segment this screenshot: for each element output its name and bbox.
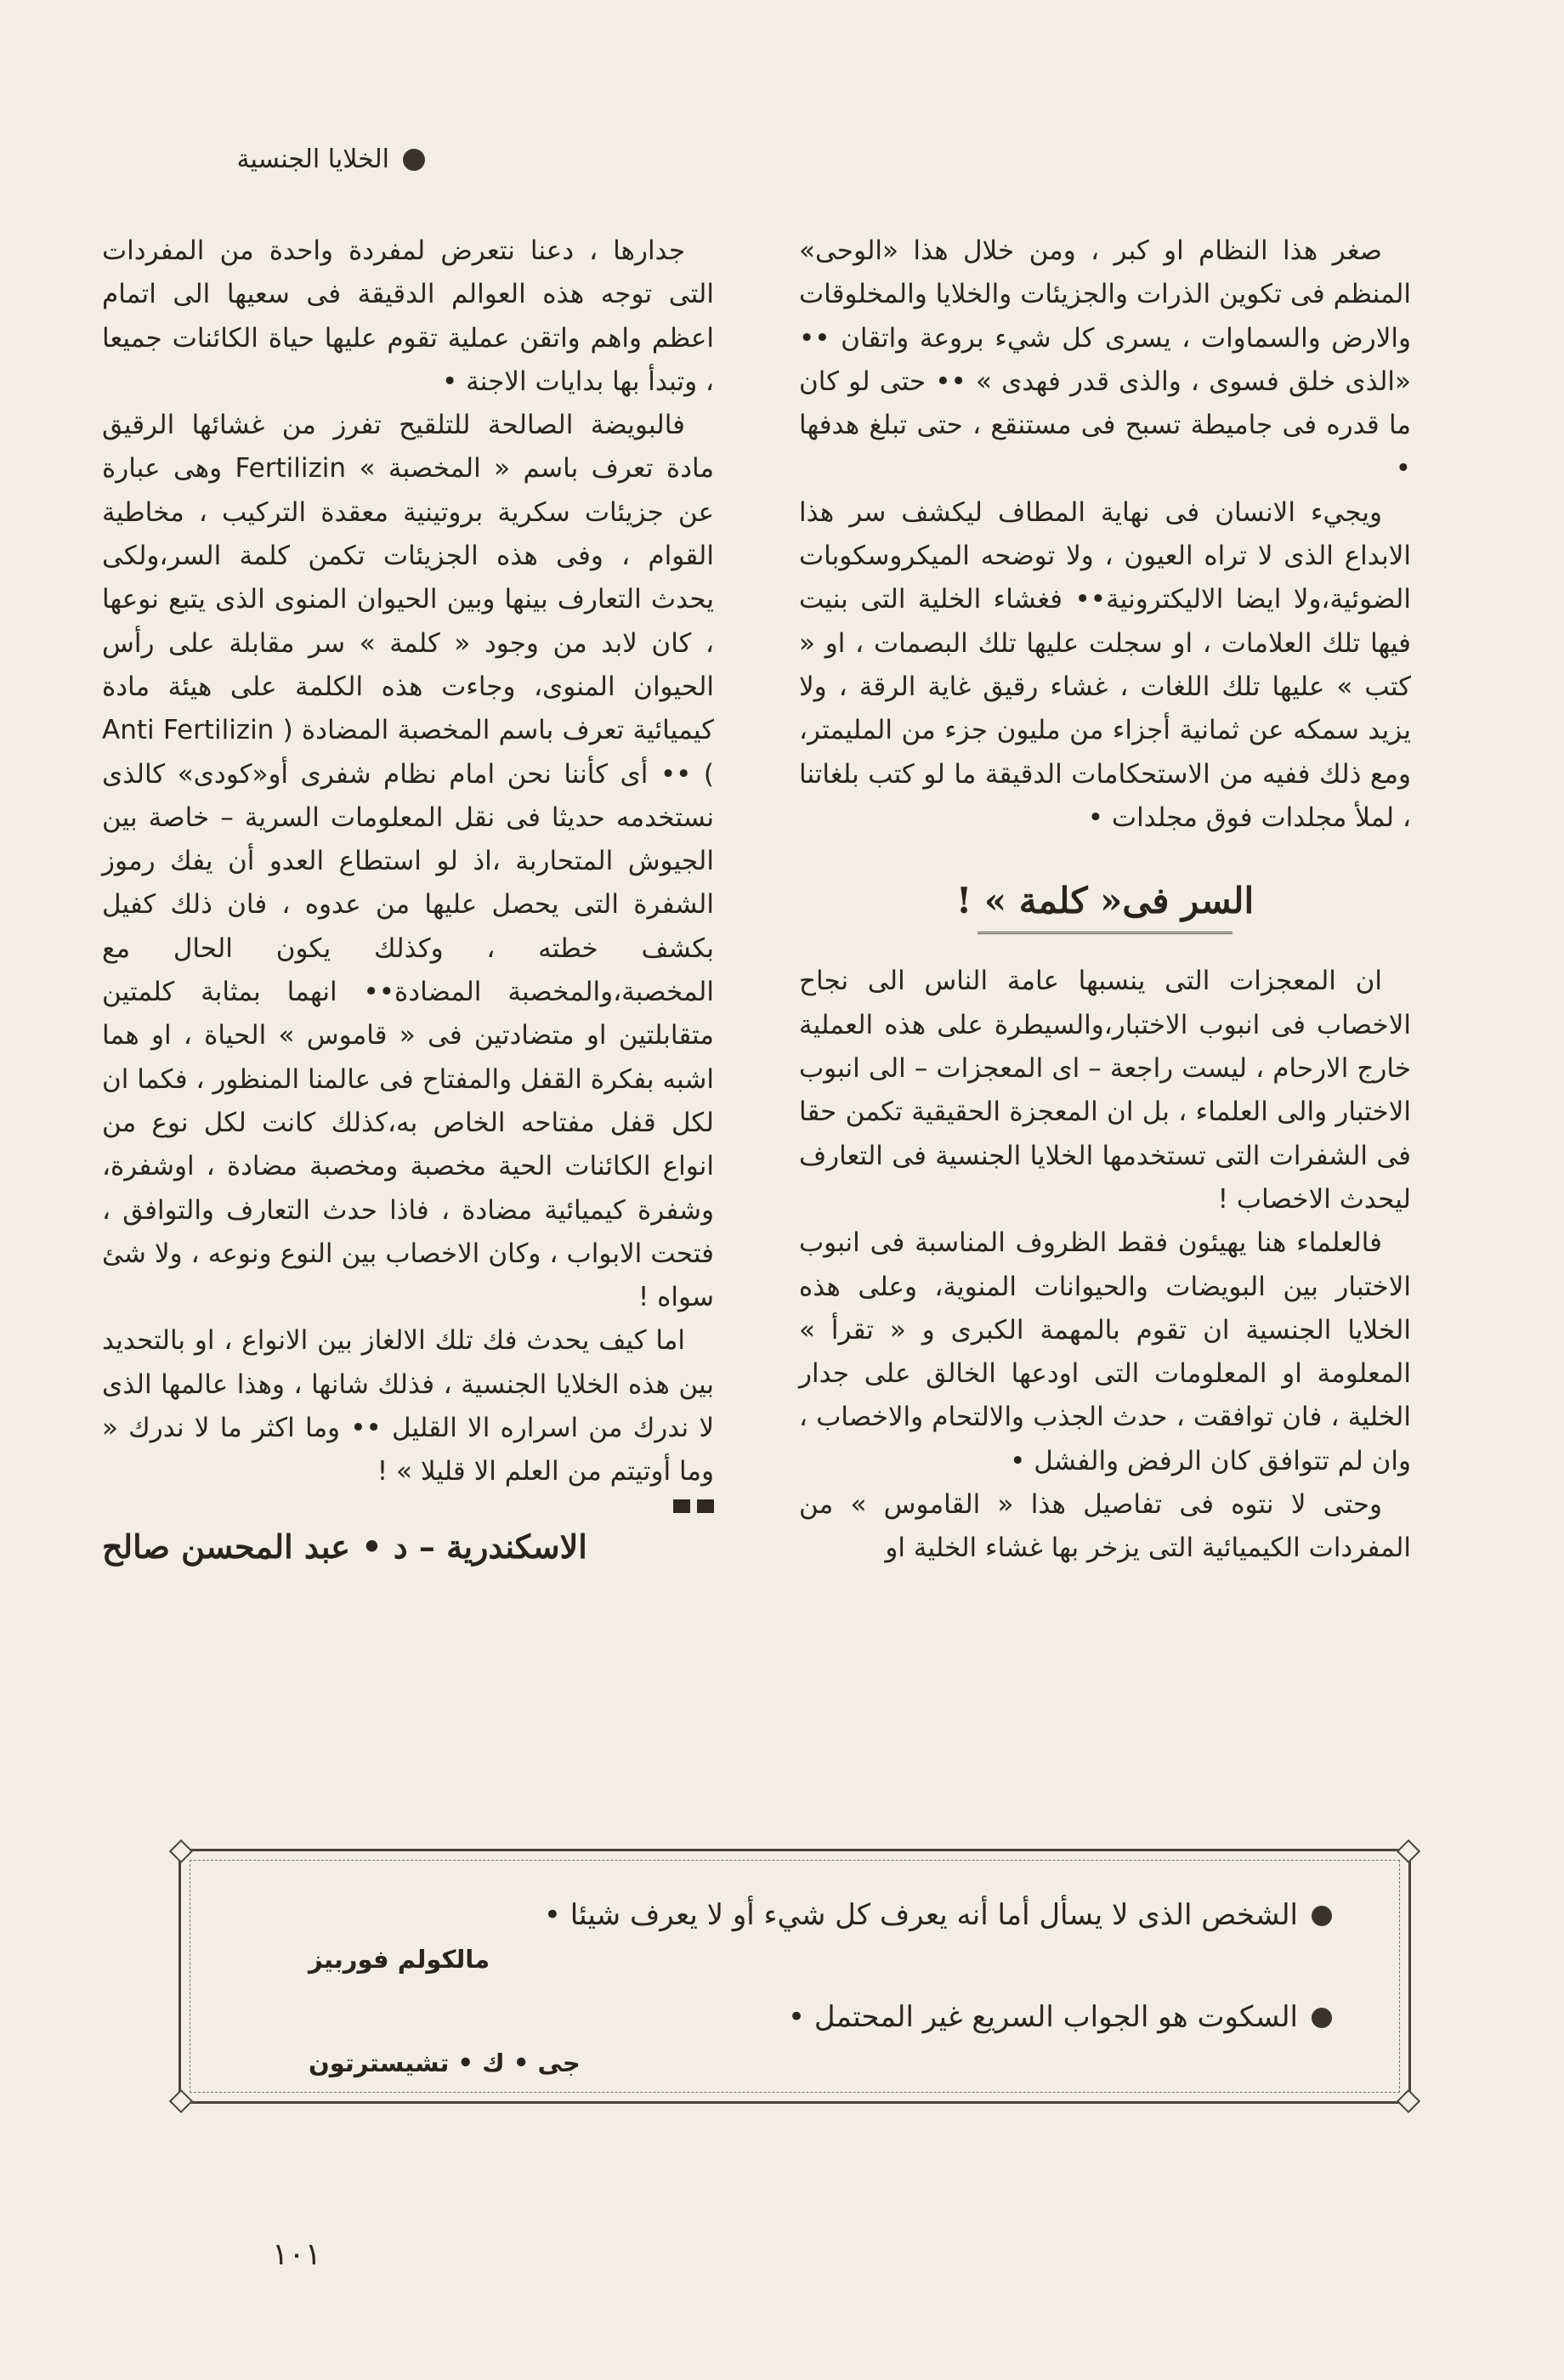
paragraph: ويجيء الانسان فى نهاية المطاف ليكشف سر هذا الابداع الذى لا تراه العيون ، ولا توضحه الميكروسكوبات الضوئية،ولا ايضا الاليكترونية•• فغشاء الخلية التى بنيت فيها تلك العلامات ، او سجلت عليها تلك البصمات ، او « كتب » عليها تلك اللغات ، غشاء رقيق غاية الرقة ، ولا يزيد سمكه عن ثمانية أجزاء من مليون جزء من المليمتر، ومع ذلك ففيه من الاستحكامات الدقيقة ما لو كتب بلغاتنا ، لملأ مجلدات فوق مجلدات •	[799, 496, 1411, 833]
paragraph: صغر هذا النظام او كبر ، ومن خلال هذا «الوحى» المنظم فى تكوين الذرات والجزيئات والخلايا والمخلوقات والارض والسماوات ، يسرى كل شيء بروعة واتقان •• «الذى خلق فسوى ، والذى قدر فهدى » •• حتى لو كان ما قدره فى جاميطة تسبح فى مستنقع ، حتى تبلغ هدفها •	[799, 235, 1411, 484]
running-header	[236, 144, 425, 174]
paragraph: جدارها ، دعنا نتعرض لمفردة واحدة من المفردات التى توجه هذه العوالم الدقيقة فى سعيها الى اتمام اعظم واهم واتقن عملية تقوم عليها حياة الكائنات جميعا ، وتبدأ بها بدايات الاجنة •	[102, 235, 714, 397]
right-column	[799, 230, 1411, 1571]
section-heading: السر فى« كلمة » !	[799, 879, 1411, 922]
paragraph: فالعلماء هنا يهيئون فقط الظروف المناسبة فى انبوب الاختبار بين البويضات والحيوانات المنوية، وعلى هذه الخلايا الجنسية ان تقوم بالمهمة الكبرى و « تقرأ » المعلومة او المعلومات التى اودعها الخالق على جدار الخلية ، فان توافقت ، حدث الجذب والالتحام والاخصاب ، وان لم تتوافق كان الرفض والفشل •	[799, 1227, 1411, 1476]
quote-text: الشخص الذى لا يسأل أما أنه يعرف كل شيء أو لا يعرف شيئا •	[543, 1898, 1298, 1932]
header-title: الخلايا الجنسية	[236, 144, 389, 174]
quote-item	[788, 2000, 1332, 2034]
paragraph: وحتى لا نتوه فى تفاصيل هذا « القاموس » من المفردات الكيميائية التى يزخر بها غشاء الخلية او	[799, 1489, 1411, 1564]
left-column	[102, 230, 714, 1568]
paragraph: ان المعجزات التى ينسبها عامة الناس الى نجاح الاخصاب فى انبوب الاختبار،والسيطرة على هذه العملية خارج الارحام ، ليست راجعة – اى المعجزات – الى انبوب الاختبار والى العلماء ، بل ان المعجزة الحقيقية تكمن حقا فى الشفرات التى تستخدمها الخلايا الجنسية فى التعارف ليحدث الاخصاب !	[799, 966, 1411, 1215]
quote-item	[439, 1898, 1332, 1932]
quotes-box	[178, 1849, 1411, 2104]
corner-ornament-icon	[169, 2089, 193, 2113]
page-number: ١٠١	[272, 2237, 322, 2272]
corner-ornament-icon	[1397, 1839, 1420, 1863]
paragraph: اما كيف يحدث فك تلك الالغاز بين الانواع ، او بالتحديد بين هذه الخلايا الجنسية ، فذلك شانها ، وهذا عالمها الذى لا ندرك من اسراره الا القليل •• وما اكثر ما لا ندرك « وما أوتيتم من العلم الا قليلا » !	[102, 1325, 714, 1488]
quote-text: السكوت هو الجواب السريع غير المحتمل •	[788, 2000, 1298, 2034]
end-of-article-mark	[102, 1499, 714, 1513]
quote-author: جى • ك • تشيسترتون	[309, 2048, 581, 2077]
paragraph: فالبويضة الصالحة للتلقيح تفرز من غشائها الرقيق مادة تعرف باسم « المخصبة » Fertilizin وهى عبارة عن جزيئات سكرية بروتينية معقدة التركيب ، مخاطية القوام ، وفى هذه الجزيئات تكمن كلمة السر،ولكى يحدث التعارف بينها وبين الحيوان المنوى الذى يتبع نوعها ، كان لابد من وجود « كلمة » سر مقابلة على رأس الحيوان المنوى، وجاءت هذه الكلمة على هيئة مادة كيميائية تعرف باسم المخصبة المضادة ( Anti Fertilizin ) •• أى كأننا نحن امام نظام شفرى أو«كودى» كالذى نستخدمه حديثا فى نقل المعلومات السرية – خاصة بين الجيوش المتحاربة ،اذ لو استطاع العدو أن يفك رموز الشفرة التى يحصل عليها من عدوه ، فان ذلك كفيل بكشف خطته ، وكذلك يكون الحال مع المخصبة،والمخصبة المضادة•• انهما بمثابة كلمتين متقابلتين او متضادتين فى « قاموس » الحياة ، او هما اشبه بفكرة القفل والمفتاح فى عالمنا المنظور ، فكما ان لكل قفل مفتاحه الخاص به،كذلك كانت لكل نوع من انواع الكائنات الحية مخصبة ومخصبة مضادة ، اوشفرة، وشفرة كيميائية مضادة ، فاذا حدث التعارف والتوافق ، فتحت الابواب ، وكان الاخصاب بين النوع ونوعه ، ولا شئ سواه !	[102, 410, 714, 1313]
author-signature: الاسكندرية – د • عبد المحسن صالح	[102, 1527, 587, 1566]
bullet-icon	[1312, 2008, 1332, 2028]
bullet-icon	[1312, 1906, 1332, 1926]
corner-ornament-icon	[169, 1839, 193, 1863]
quote-author: مالكولم فوربيز	[309, 1945, 490, 1974]
corner-ornament-icon	[1397, 2089, 1420, 2113]
bullet-icon	[403, 149, 425, 171]
